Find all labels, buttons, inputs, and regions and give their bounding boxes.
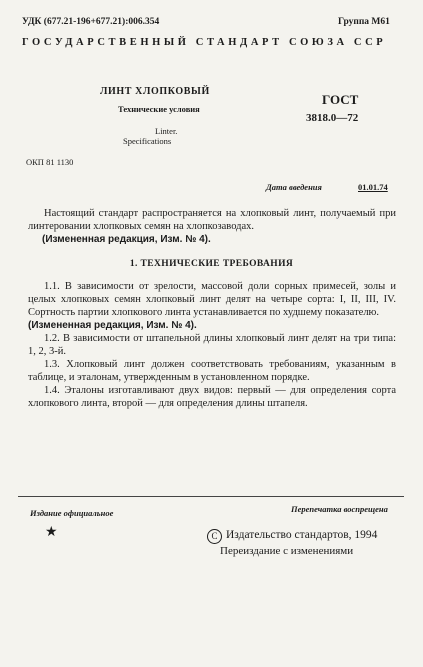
intro-date-value: 01.01.74 xyxy=(358,182,388,192)
intro-date-label: Дата введения xyxy=(266,182,322,192)
official-edition-label: Издание официальное xyxy=(30,508,114,518)
clause-1-3: 1.3. Хлопковый линт должен соответствовать требованиям, указанным в таблице, и эталонам, утвержденным в установленном порядке. xyxy=(28,359,396,383)
section-title: 1. ТЕХНИЧЕСКИЕ ТРЕБОВАНИЯ xyxy=(129,259,294,269)
intro-block xyxy=(28,207,396,246)
intro-edition-note: (Измененная редакция, Изм. № 4). xyxy=(42,234,211,245)
standard-subtitle: Технические условия xyxy=(118,104,200,114)
udk-code: УДК (677.21-196+677.21):006.354 xyxy=(22,17,160,27)
clause-1-4: 1.4. Эталоны изготавливают двух видов: первый — для определения сорта хлопкового линта, второй — для определения длины штапеля. xyxy=(28,385,396,409)
standard-subtitle-en: Specifications xyxy=(123,136,172,146)
intro-text: Настоящий стандарт распространяется на хлопковый линт, получаемый при линтеровании хлопковых семян на хлопкозаводах. xyxy=(28,208,396,232)
gost-label: ГОСТ xyxy=(322,92,359,107)
standard-title: ЛИНТ ХЛОПКОВЫЙ xyxy=(100,86,210,97)
copyright-text: Издательство стандартов, 1994 xyxy=(226,529,378,541)
clause-1-2: 1.2. В зависимости от штапельной длины хлопковый линт делят на три типа: 1, 2, 3-й. xyxy=(28,333,396,357)
copyright-line xyxy=(207,529,377,544)
reprint-prohibited-label: Перепечатка воспрещена xyxy=(291,504,388,514)
star-icon: ★ xyxy=(45,525,58,540)
reissue-note: Переиздание с изменениями xyxy=(220,545,354,557)
okp-code: ОКП 81 1130 xyxy=(26,157,74,167)
state-standard-heading: ГОСУДАРСТВЕННЫЙ СТАНДАРТ СОЮЗА ССР xyxy=(22,37,387,48)
footer-divider xyxy=(18,496,404,497)
clause-1-1-edition-note: (Измененная редакция, Изм. № 4). xyxy=(28,320,197,331)
group-code: Группа М61 xyxy=(338,17,390,27)
clauses-block xyxy=(28,280,396,410)
standard-title-en: Linter. xyxy=(155,126,178,136)
gost-number: 3818.0—72 xyxy=(306,112,359,124)
clause-1-1: 1.1. В зависимости от зрелости, массовой доли сорных примесей, золы и целых хлопковых семян хлопковый линт делят на четыре сорта: I, II, III, IV. Сортность партии хлопкового линта устанавливается по худшему показателю. xyxy=(28,281,396,318)
copyright-icon: C xyxy=(207,529,222,544)
